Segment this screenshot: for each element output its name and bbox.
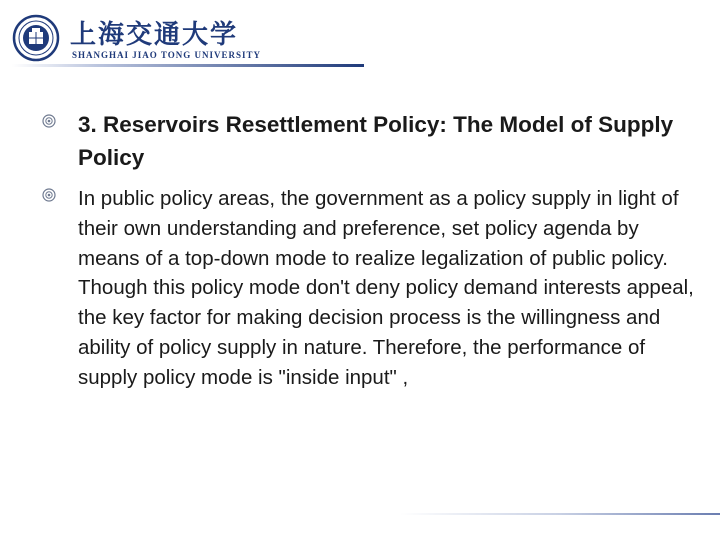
bullet-item-body: [36, 184, 696, 393]
university-logo: [12, 10, 372, 70]
logo-chinese-name: 上海交通大学: [70, 20, 239, 50]
target-bullet-icon: [42, 114, 56, 128]
university-seal-icon: [12, 14, 60, 62]
body-paragraph: In public policy areas, the government as a policy supply in light of their own understanding and preference, set policy agenda by means of a top-down mode to realize legalization of public policy. Though this policy mode don't deny policy demand interests appeal, the key factor for making decision process is the willingness and ability of policy supply in nature. Therefore, the performance of supply policy mode is "inside input" ,: [78, 187, 694, 389]
footer-divider: [400, 513, 720, 515]
header-divider: [12, 64, 364, 67]
logo-english-name: SHANGHAI JIAO TONG UNIVERSITY: [72, 50, 261, 60]
slide-heading: 3. Reservoirs Resettlement Policy: The Model of Supply Policy: [78, 112, 674, 170]
bullet-item-heading: [36, 108, 696, 174]
slide-content: [36, 108, 696, 393]
target-bullet-icon: [42, 188, 56, 202]
